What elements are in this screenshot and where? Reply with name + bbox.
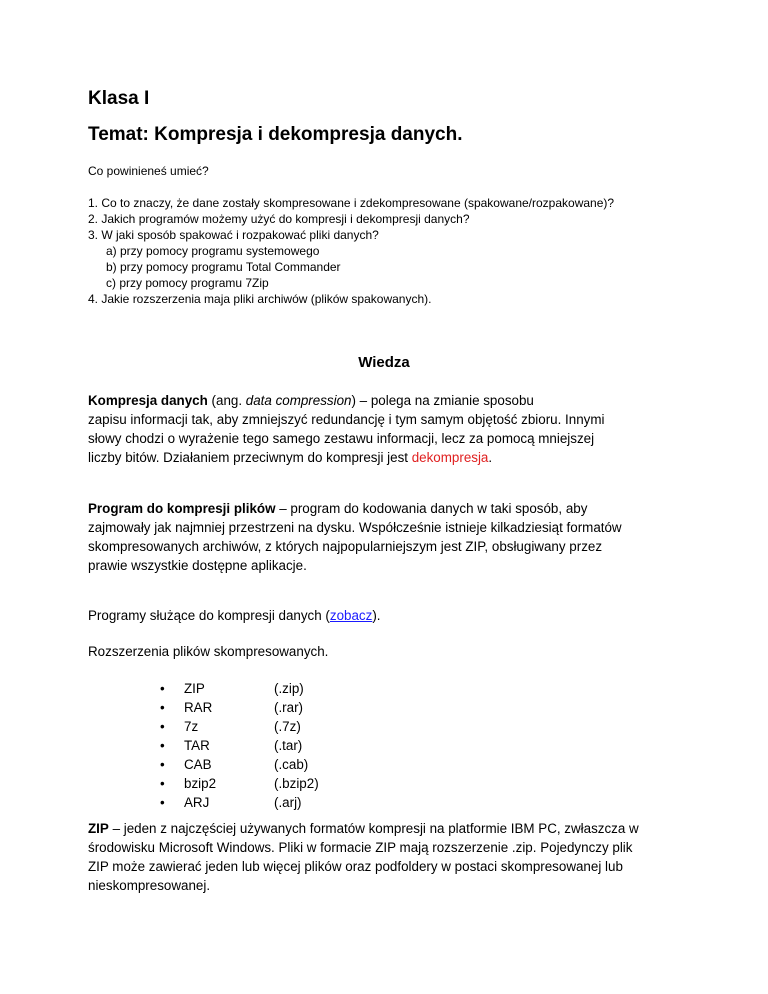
term-bold: Program do kompresji plików xyxy=(88,501,276,516)
term-bold: Kompresja danych xyxy=(88,393,208,408)
paragraph-line: Program do kompresji plików – program do kodowania danych w taki sposób, aby xyxy=(88,501,588,516)
zip-paragraph xyxy=(88,819,680,895)
paragraph-line: skompresowanych archiwów, z których najpopularniejszym jest ZIP, obsługiwany przez xyxy=(88,539,603,554)
paragraph-line: zapisu informacji tak, aby zmniejszyć redundancję i tym samym objętość zbioru. Innymi xyxy=(88,412,605,427)
paragraph-line: prawie wszystkie dostępne aplikacje. xyxy=(88,558,307,573)
bullet-icon: • xyxy=(160,700,165,715)
term-bold: ZIP xyxy=(88,821,109,836)
sub-item: c) przy pomocy programu 7Zip xyxy=(106,276,269,290)
bullet-icon: • xyxy=(160,757,165,772)
paragraph-line: nieskompresowanej. xyxy=(88,878,211,893)
question-item: 3. W jaki sposób spakować i rozpakować pliki danych? xyxy=(88,228,379,242)
question-item: 4. Jakie rozszerzenia maja pliki archiwów (plików spakowanych). xyxy=(88,292,432,306)
extensions-title: Rozszerzenia plików skompresowanych. xyxy=(88,644,329,659)
question-item: 2. Jakich programów możemy użyć do kompresji i dekompresji danych? xyxy=(88,212,470,226)
decompression-term: dekompresja xyxy=(411,450,489,465)
question-list xyxy=(88,195,614,307)
paragraph-line: Kompresja danych (ang. data compression) – polega na zmianie sposobu xyxy=(88,393,534,408)
compression-paragraph xyxy=(88,391,680,467)
paragraph-line: zajmowały jak najmniej przestrzeni na dysku. Współcześnie istnieje kilkadziesiąt formatów xyxy=(88,520,622,535)
question-item: 1. Co to znaczy, że dane zostały skompresowane i zdekompresowane (spakowane/rozpakowane)? xyxy=(88,196,615,210)
paragraph-line: liczby bitów. Działaniem przeciwnym do kompresji jest dekompresja. xyxy=(88,450,493,465)
paragraph-line: słowy chodzi o wyrażenie tego samego zestawu informacji, lecz za pomocą mniejszej xyxy=(88,431,595,446)
document-page: Klasa I Temat: Kompresja i dekompresja danych. Co powinieneś umieć? 1. Co to znaczy, że dane zostały skompresowane i zdekompresowane (spakowane/rozpakowane)? 2. Jakich programów możemy użyć do kompresji i dekompresji danych? 3. W jaki sposób spakować i rozpakować pliki danych? a) przy pomocy programu systemowego b) przy pomocy programu Total Commander c) przy pomocy programu 7Zip 4. Jakie rozszerzenia maja pliki archiwów (plików spakowanych). Wiedza Kompresja danych (ang. data compression) – polega na zmianie sposobu zapisu informacji tak, aby zmniejszyć redundancję i tym samym objętość zbioru. Innymi słowy chodzi o wyrażenie tego samego zestawu informacji, lecz za pomocą mniejszej liczby bitów. Działaniem przeciwnym do kompresji jest dekompresja. Program do kompresji plików – program do kodowania danych w taki sposób, aby zajmowały jak najmniej przestrzeni na dysku. Współcześnie istnieje kilkadziesiąt formatów skompresowanych archiwów, z których najpopularniejszym jest ZIP, obsługiwany przez prawie wszystkie dostępne aplikacje. Programy służące do kompresji danych (zobacz). Rozszerzenia plików skompresowanych. • ZIP (.zip) • RAR (.rar) • 7z (.7z) • TAR (.tar) • CAB (.cab) • bzip2 (.bzip2) • ARJ (.arj) ZIP – jeden z najczęściej używanych formatów kompresji na platformie IBM PC, zwłaszcza w środowisku Microsoft Windows. Pliki w formacie ZIP mają rozszerzenie .zip. Pojedynczy plik ZIP może zawierać jeden lub więcej plików oraz podfoldery w postaci skompresowanej lub nieskompresowanej. xyxy=(0,0,768,994)
sub-item: a) przy pomocy programu systemowego xyxy=(106,244,320,258)
sub-item: b) przy pomocy programu Total Commander xyxy=(106,260,341,274)
programs-line: Programy służące do kompresji danych (zobacz). xyxy=(88,608,381,623)
bullet-icon: • xyxy=(160,795,165,810)
section-title: Wiedza xyxy=(358,354,410,371)
program-paragraph xyxy=(88,499,680,575)
intro-question: Co powinieneś umieć? xyxy=(88,164,209,178)
paragraph-line: środowisku Microsoft Windows. Pliki w formacie ZIP mają rozszerzenie .zip. Pojedynczy plik xyxy=(88,840,633,855)
bullet-icon: • xyxy=(160,776,165,791)
see-link[interactable]: zobacz xyxy=(329,608,373,623)
bullet-icon: • xyxy=(160,719,165,734)
topic-heading: Temat: Kompresja i dekompresja danych. xyxy=(88,124,463,145)
term-italic: data compression xyxy=(245,393,352,408)
class-heading: Klasa I xyxy=(88,88,150,109)
paragraph-line: ZIP może zawierać jeden lub więcej plików oraz podfoldery w postaci skompresowanej lub xyxy=(88,859,623,874)
paragraph-line: ZIP – jeden z najczęściej używanych formatów kompresji na platformie IBM PC, zwłaszcza w xyxy=(88,821,639,836)
bullet-icon: • xyxy=(160,738,165,753)
bullet-icon: • xyxy=(160,681,165,696)
